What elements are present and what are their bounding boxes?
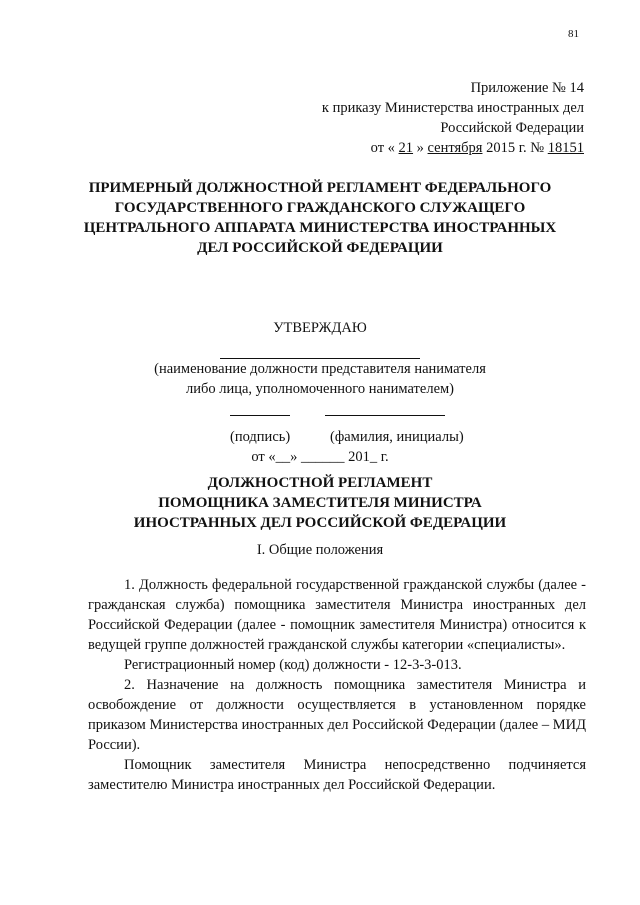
appendix-date-line xyxy=(322,138,584,158)
section-title: I. Общие положения xyxy=(256,542,384,558)
signature-blank-line xyxy=(230,415,290,416)
appendix-date-month: сентября xyxy=(427,140,483,156)
appendix-date-day: 21 xyxy=(398,140,414,156)
signature-blank-lines xyxy=(150,403,490,427)
appendix-date-prefix: от « xyxy=(370,140,395,156)
regulation-title xyxy=(70,473,570,533)
appendix-line-number: Приложение № 14 xyxy=(470,80,584,96)
approval-block xyxy=(150,318,490,467)
paragraph: Регистрационный номер (код) должности - 12-3-3-013. xyxy=(124,657,462,673)
appendix-order-number: 18151 xyxy=(547,140,584,156)
position-blank-line xyxy=(220,338,420,359)
body-text xyxy=(88,575,586,795)
document-title-line: ДЕЛ РОССИЙСКОЙ ФЕДЕРАЦИИ xyxy=(197,240,443,256)
regulation-title-line: ИНОСТРАННЫХ ДЕЛ РОССИЙСКОЙ ФЕДЕРАЦИИ xyxy=(133,515,507,531)
approval-heading: УТВЕРЖДАЮ xyxy=(273,320,367,336)
regulation-title-line: ПОМОЩНИКА ЗАМЕСТИТЕЛЯ МИНИСТРА xyxy=(158,495,482,511)
document-title-line: ГОСУДАРСТВЕННОГО ГРАЖДАНСКОГО СЛУЖАЩЕГО xyxy=(114,200,526,216)
paragraph: 1. Должность федеральной государственной гражданской службы (далее - гражданская служба) помощника заместителя Министра иностранных дел Российской Федерации (далее - помощник заместителя Министра) относится к ведущей группе должностей гражданской службы категории «специалисты». xyxy=(88,577,586,653)
document-title-line: ПРИМЕРНЫЙ ДОЛЖНОСТНОЙ РЕГЛАМЕНТ ФЕДЕРАЛЬНОГО xyxy=(88,180,552,196)
regulation-title-line: ДОЛЖНОСТНОЙ РЕГЛАМЕНТ xyxy=(207,475,433,491)
signature-labels xyxy=(150,427,490,447)
appendix-date-year: 2015 г. № xyxy=(486,140,545,156)
appendix-date-mid: » xyxy=(416,140,424,156)
paragraph: 2. Назначение на должность помощника заместителя Министра и освобождение от должности осуществляется в установленном порядке приказом Министерства иностранных дел Российской Федерации (далее – МИД России). xyxy=(88,677,586,753)
approval-date-line: от «__» ______ 201_ г. xyxy=(251,449,389,465)
name-blank-line xyxy=(325,415,445,416)
paragraph: Помощник заместителя Министра непосредственно подчиняется заместителю Министра иностранных дел Российской Федерации. xyxy=(88,757,586,793)
document-title xyxy=(70,178,570,258)
position-label: (наименование должности представителя нанимателя xyxy=(154,361,486,377)
name-label: (фамилия, инициалы) xyxy=(330,429,464,445)
signature-label: (подпись) xyxy=(230,429,291,445)
appendix-header xyxy=(322,78,584,158)
position-label: либо лица, уполномоченного нанимателем) xyxy=(185,381,455,397)
appendix-line-order: к приказу Министерства иностранных дел xyxy=(321,100,584,116)
appendix-line-country: Российской Федерации xyxy=(440,120,584,136)
page-number: 81 xyxy=(568,28,579,40)
document-title-line: ЦЕНТРАЛЬНОГО АППАРАТА МИНИСТЕРСТВА ИНОСТРАННЫХ xyxy=(83,220,557,236)
